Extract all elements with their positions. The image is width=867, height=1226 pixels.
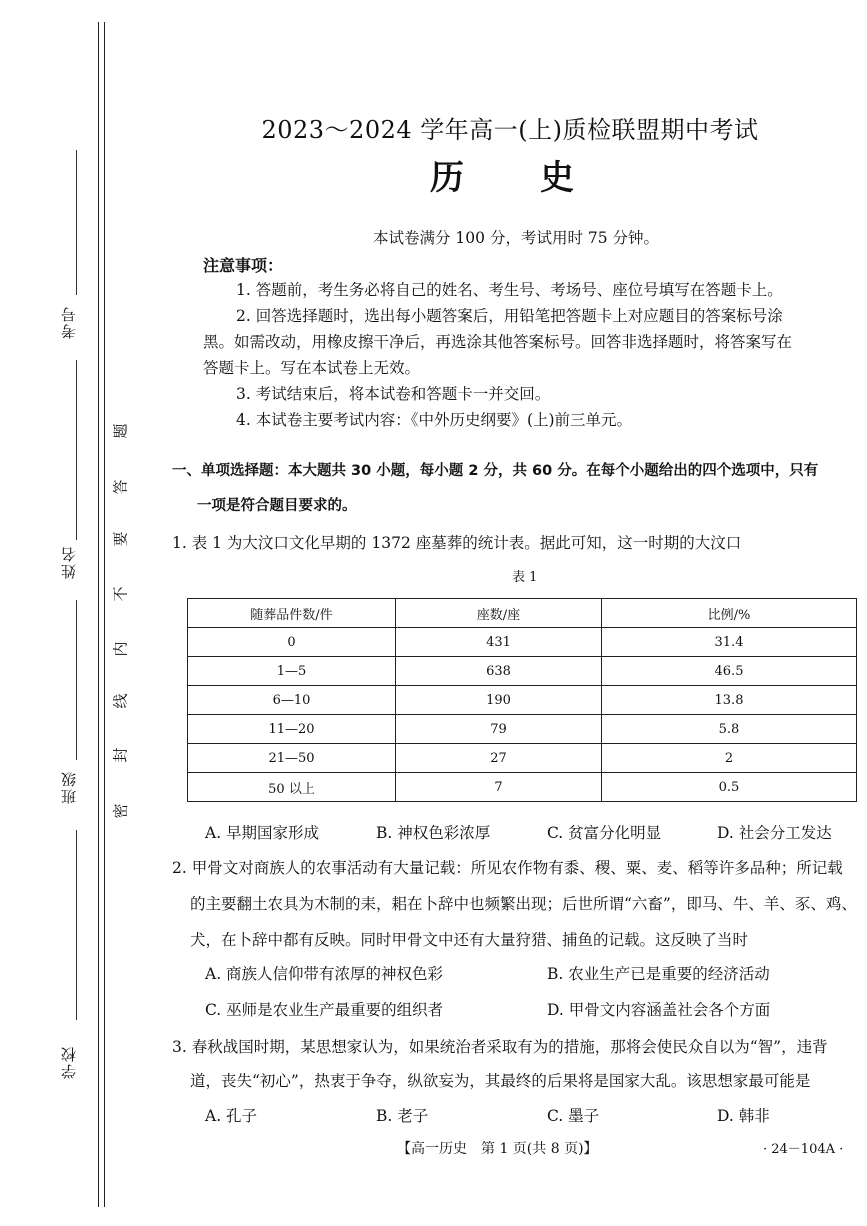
q1-table [187,598,857,802]
q3-stem-1: 3. 春秋战国时期，某思想家认为，如果统治者采取有为的措施，那将会使民众自以为“智”，违背 [172,1038,828,1056]
table-cell: 2 [602,744,857,773]
q1-option-d: D. 社会分工发达 [717,824,832,842]
table-cell: 1—5 [188,657,396,686]
margin-label-name: 姓名 [60,545,78,579]
table-cell: 5.8 [602,715,857,744]
table-cell: 31.4 [602,628,857,657]
page-footer: 【高一历史 第 1 页(共 8 页)】 [397,1141,598,1157]
q2-option-a: A. 商族人信仰带有浓厚的神权色彩 [205,965,444,983]
notice-item-2-cont2: 答题卡上。写在本试卷上无效。 [203,359,421,377]
q3-option-c: C. 墨子 [547,1107,600,1125]
q2-option-c: C. 巫师是农业生产最重要的组织者 [205,1001,444,1019]
q2-option-d: D. 甲骨文内容涵盖社会各个方面 [547,1001,771,1019]
q2-option-b: B. 农业生产已是重要的经济活动 [547,965,770,983]
table-cell: 0.5 [602,773,857,802]
subject-char-1: 历 [430,158,464,198]
seal-char-bu: 不 [111,586,130,602]
q1-table-caption: 表 1 [512,570,538,585]
q1-option-c: C. 贫富分化明显 [547,824,662,842]
q3-option-a: A. 孔子 [205,1107,258,1125]
table-row [188,715,857,744]
seal-char-nei: 内 [111,641,130,657]
name-blank-upper [76,360,77,540]
exam-code: · 24－104A · [763,1142,844,1157]
table-header-row [188,599,857,628]
table-cell: 190 [396,686,602,715]
exam-info: 本试卷满分 100 分，考试用时 75 分钟。 [373,229,660,247]
q2-stem-3: 犬，在卜辞中都有反映。同时甲骨文中还有大量狩猎、捕鱼的记载。这反映了当时 [190,931,749,949]
notice-item-3: 3. 考试结束后，将本试卷和答题卡一并交回。 [236,385,551,403]
margin-label-class: 班级 [60,770,78,804]
table-cell: 46.5 [602,657,857,686]
seal-char-xian: 线 [111,693,130,709]
table-cell: 6—10 [188,686,396,715]
subject-char-2: 史 [540,158,574,198]
q3-stem-2: 道，丧失“初心”，热衷于争夺，纵欲妄为，其最终的后果将是国家大乱。该思想家最可能是 [190,1072,811,1090]
table-cell: 7 [396,773,602,802]
section-1-heading: 一、单项选择题：本大题共 30 小题，每小题 2 分，共 60 分。在每个小题给出的四个选项中，只有 [172,463,819,479]
table-row [188,628,857,657]
seal-char-da: 答 [111,479,130,495]
seal-char-feng: 封 [111,747,130,763]
table-row [188,744,857,773]
margin-label-school: 学校 [60,1045,78,1079]
class-blank [76,600,77,760]
table-cell: 13.8 [602,686,857,715]
seal-char-mi: 密 [111,803,130,819]
table-header: 比例/% [602,599,857,628]
table-header: 座数/座 [396,599,602,628]
school-blank [76,830,77,1020]
table-header: 随葬品件数/件 [188,599,396,628]
notice-heading: 注意事项： [203,256,284,275]
subject-title [430,150,650,199]
table-row [188,657,857,686]
q1-option-a: A. 早期国家形成 [205,824,320,842]
table-row [188,773,857,802]
notice-item-2: 2. 回答选择题时，选出每小题答案后，用铅笔把答题卡上对应题目的答案标号涂 [236,307,783,325]
margin-label-exam-number: 考号 [60,305,78,339]
table-row [188,686,857,715]
table-cell: 638 [396,657,602,686]
q2-stem-1: 2. 甲骨文对商族人的农事活动有大量记载：所见农作物有黍、稷、粟、麦、稻等许多品种；所记载 [172,859,843,877]
section-1-heading-cont: 一项是符合题目要求的。 [197,498,357,514]
table-cell: 0 [188,628,396,657]
q2-stem-2: 的主要翻土农具为木制的耒，耜在卜辞中也频繁出现；后世所谓“六畜”，即马、牛、羊、豕、鸡、 [190,895,857,913]
table-cell: 79 [396,715,602,744]
q3-option-d: D. 韩非 [717,1107,770,1125]
exam-title: 2023～2024 学年高一(上)质检联盟期中考试 [261,116,759,144]
exam-number-blank [76,150,77,295]
seal-char-ti: 题 [111,423,130,439]
q3-option-b: B. 老子 [376,1107,429,1125]
table-cell: 50 以上 [188,773,396,802]
table-cell: 11—20 [188,715,396,744]
table-cell: 431 [396,628,602,657]
table-cell: 21—50 [188,744,396,773]
notice-item-2-cont: 黑。如需改动，用橡皮擦干净后，再选涂其他答案标号。回答非选择题时，将答案写在 [203,333,793,351]
seal-char-yao: 要 [111,531,130,547]
notice-item-1: 1. 答题前，考生务必将自己的姓名、考生号、考场号、座位号填写在答题卡上。 [236,281,783,299]
binding-line-outer [98,22,99,1207]
q1-option-b: B. 神权色彩浓厚 [376,824,491,842]
table-cell: 27 [396,744,602,773]
notice-item-4: 4. 本试卷主要考试内容：《中外历史纲要》(上)前三单元。 [236,411,633,429]
binding-line-inner [104,22,105,1207]
q1-stem: 1. 表 1 为大汶口文化早期的 1372 座墓葬的统计表。据此可知，这一时期的大汶口 [172,534,742,552]
